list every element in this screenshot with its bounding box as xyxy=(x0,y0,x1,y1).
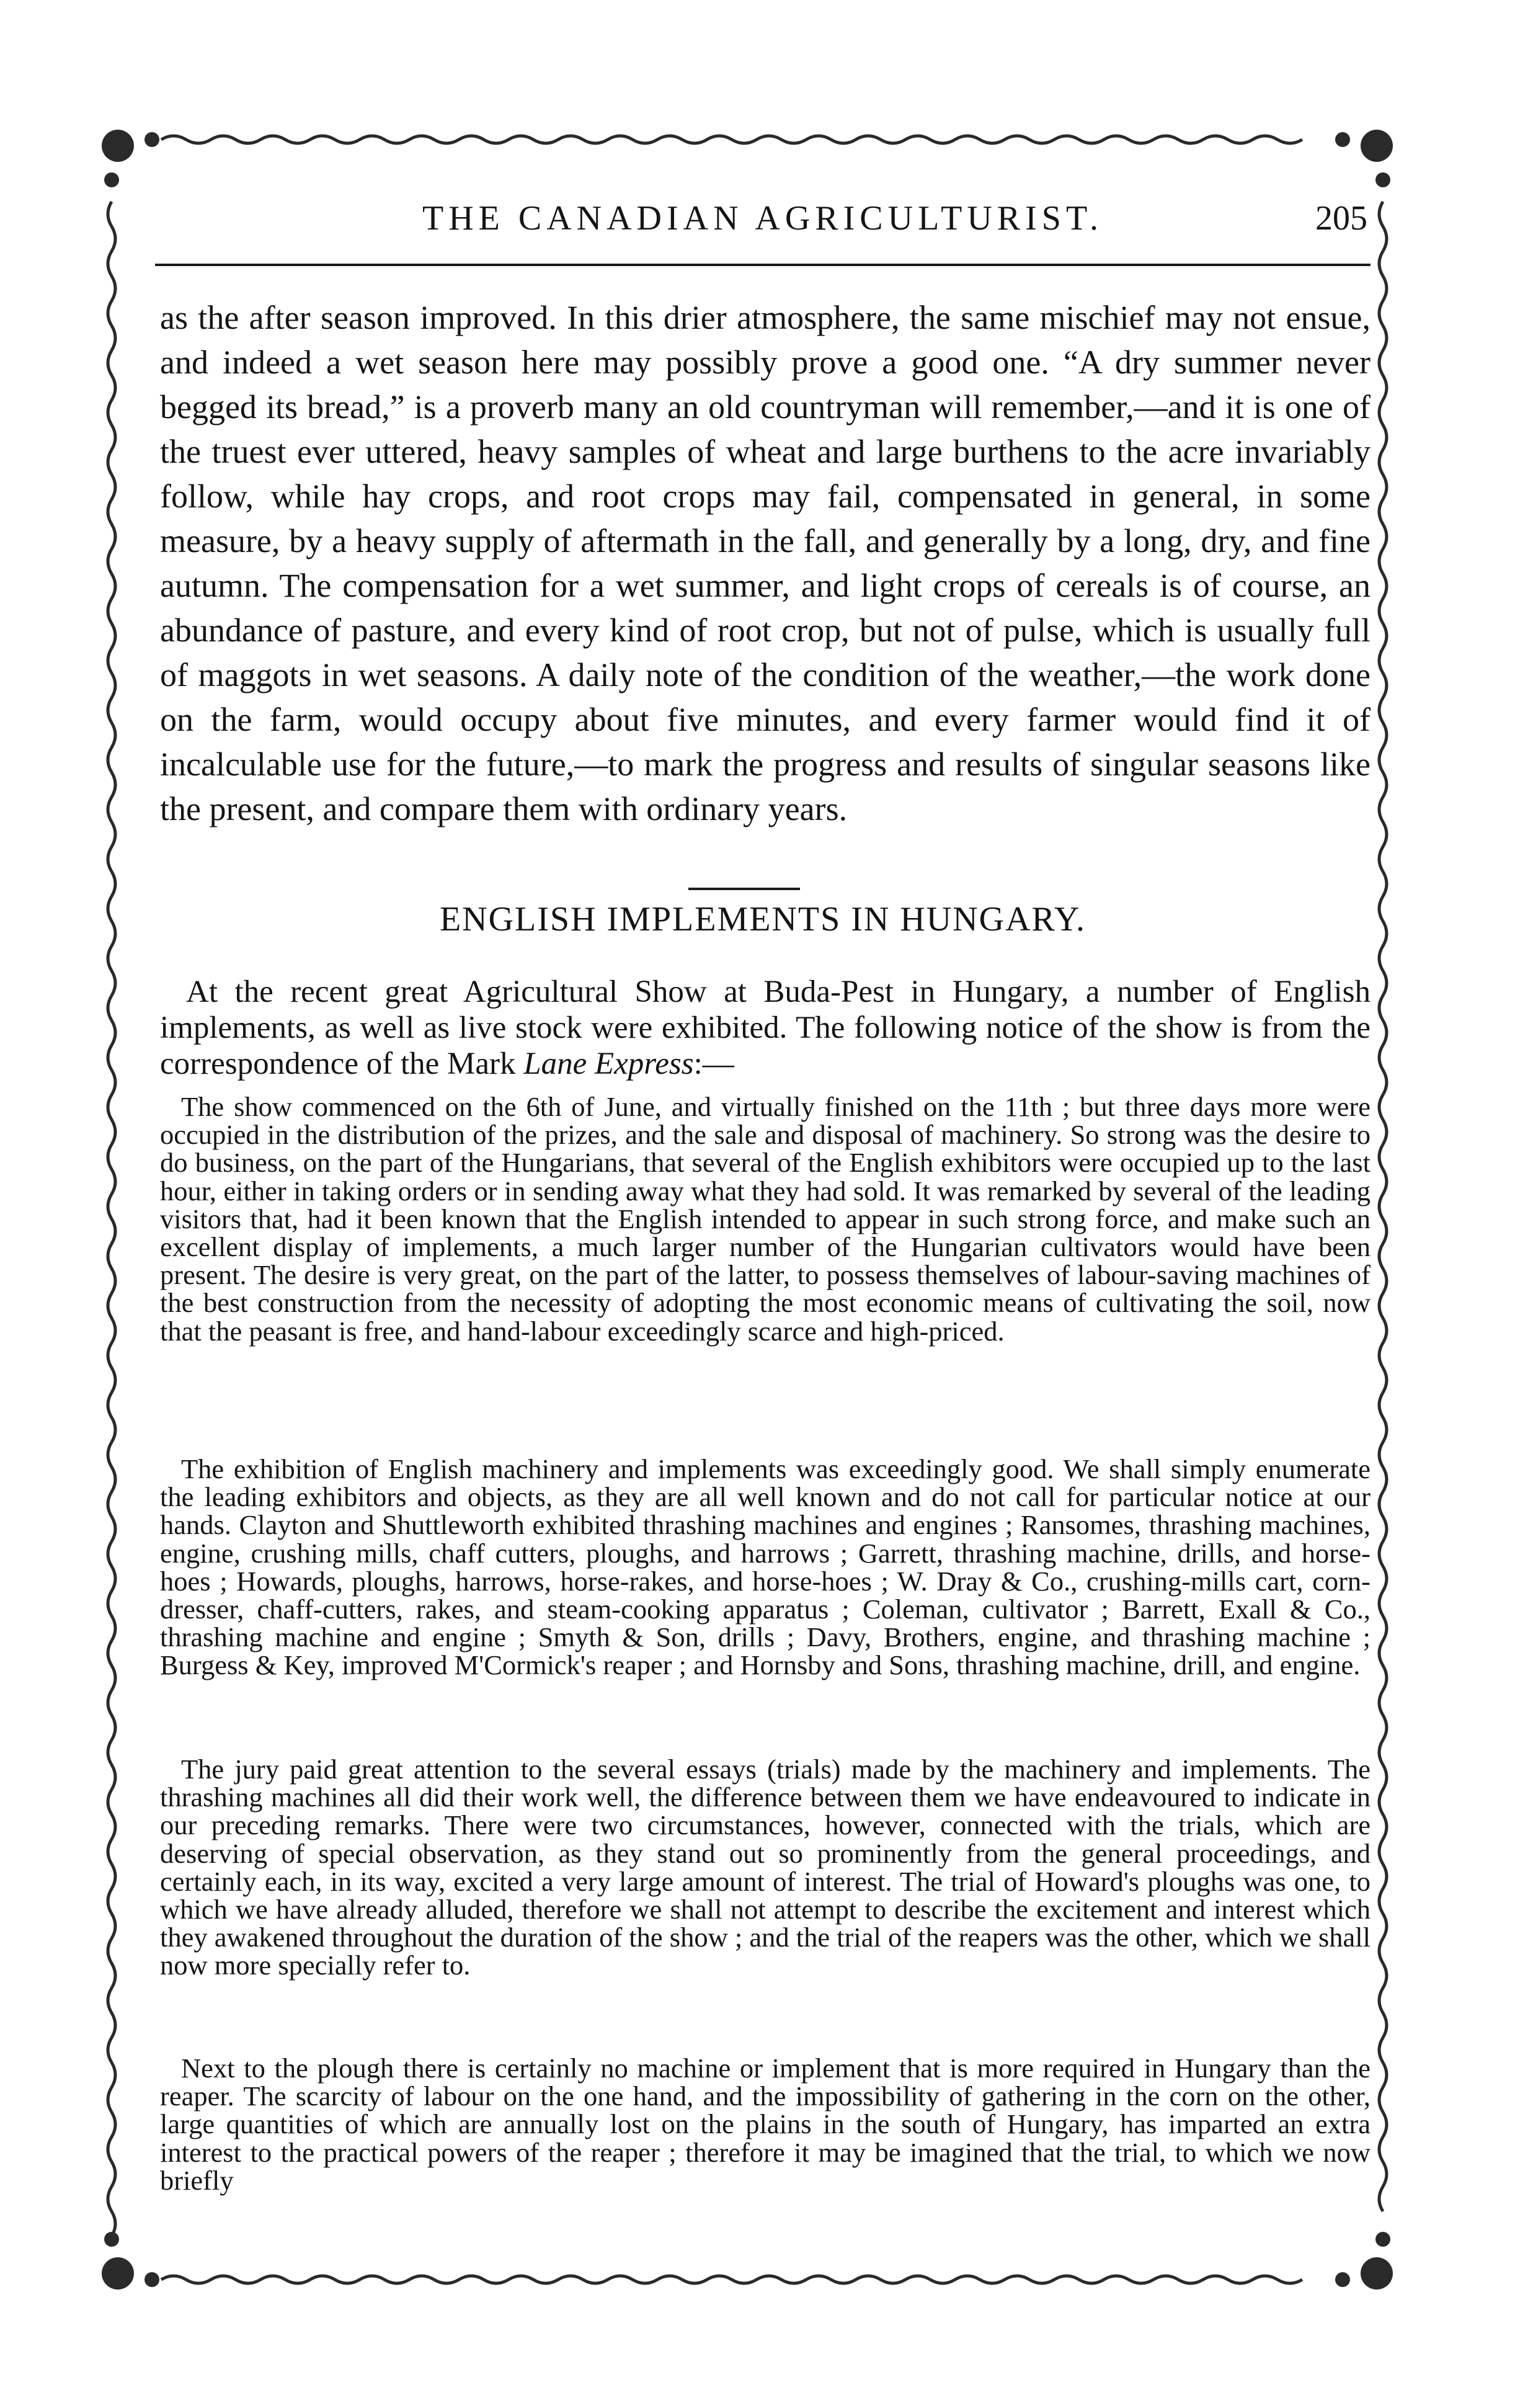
running-title: THE CANADIAN AGRICULTURIST. xyxy=(422,199,1103,238)
article-paragraph: The jury paid great attention to the several essays (trials) made by the machinery and implements. The thrashing machines all did their work well, the difference between them we have endeavoured to indicate in our preceding remarks. There were two circumstances, however, connected with the trials, which are deserving of special observation, as they stand out so prominently from the general proceedings, and certainly each, in its way, excited a very large amount of interest. The trial of Howard's ploughs was one, to which we have already alluded, therefore we shall not attempt to describe the excitement and interest which they awakened throughout the duration of the show ; and the trial of the reapers was the other, which we shall now more specially refer to. xyxy=(160,1754,1371,1981)
intro-source: Lane Express xyxy=(523,1046,694,1081)
article-paragraph: The exhibition of English machinery and implements was exceedingly good. We shall simply enumerate the leading exhibitors and objects, as they are all well known and do not call for particular notice at our hands. Clayton and Shuttleworth exhibited thrashing machines and engines ; Ransomes, thrashing machines, engine, crushing mills, chaff cutters, ploughs, and harrows ; Garrett, thrashing machine, drills, and horse-hoes ; Howards, ploughs, harrows, horse-rakes, and horse-hoes ; W. Dray & Co., crushing-mills cart, corn-dresser, chaff-cutters, rakes, and steam-cooking apparatus ; Coleman, cultivator ; Barrett, Exall & Co., thrashing machine and engine ; Smyth & Son, drills ; Davy, Brothers, engine, and thrashing machine ; Burgess & Key, improved M'Cormick's reaper ; and Hornsby and Sons, thrashing machine, drill, and engine. xyxy=(160,1453,1371,1681)
article-intro xyxy=(160,974,1371,1082)
running-header xyxy=(155,186,1371,261)
intro-text: At the recent great Agricultural Show at Buda-Pest in Hungary, a number of English implements, as well as live stock were exhibited. The following notice of the show is from the correspondence of the Mark xyxy=(160,974,1371,1081)
continuation-paragraph: as the after season improved. In this drier atmosphere, the same mischief may not ensue, and indeed a wet season here may possibly prove a good one. “A dry summer never begged its bread,” is a proverb many an old countryman will remember,—and it is one of the truest ever uttered, heavy samples of wheat and large burthens to the acre invariably follow, while hay crops, and root crops may fail, compensated in general, in some measure, by a heavy supply of aftermath in the fall, and generally by a long, dry, and fine autumn. The compensation for a wet summer, and light crops of cereals is of course, an abundance of pasture, and every kind of root crop, but not of pulse, which is usually full of maggots in wet seasons. A daily note of the condition of the weather,—the work done on the farm, would occupy about five minutes, and every farmer would find it of incalculable use for the future,—to mark the progress and results of singular seasons like the present, and compare them with ordinary years. xyxy=(160,299,1371,827)
intro-end: :— xyxy=(693,1046,734,1081)
section-divider xyxy=(688,888,800,890)
article-paragraph: The show commenced on the 6th of June, and virtually finished on the 11th ; but three days more were occupied in the distribution of the prizes, and the sale and disposal of machinery. So strong was the desire to do business, on the part of the Hungarians, that several of the English exhibitors were occupied up to the last hour, either in taking orders or in sending away what they had sold. It was remarked by several of the leading visitors that, had it been known that the English intended to appear in such strong force, and make such an excellent display of implements, a much larger number of the Hungarian cultivators would have been present. The desire is very great, on the part of the latter, to possess themselves of labour-saving machines of the best construction from the necessity of adopting the most economic means of cultivating the soil, now that the peasant is free, and hand-labour exceedingly scarce and high-priced. xyxy=(160,1091,1371,1347)
page-number: 205 xyxy=(1315,199,1367,238)
header-rule xyxy=(155,264,1371,266)
article-title: ENGLISH IMPLEMENTS IN HUNGARY. xyxy=(439,900,1086,939)
article-paragraph: Next to the plough there is certainly no machine or implement that is more required in Hungary than the reaper. The scarcity of labour on the one hand, and the impossibility of gathering in the corn on the other, large quantities of which are annually lost on the plains in the south of Hungary, has imparted an extra interest to the practical powers of the reaper ; therefore it may be imagined that the trial, to which we now briefly xyxy=(160,2053,1371,2196)
